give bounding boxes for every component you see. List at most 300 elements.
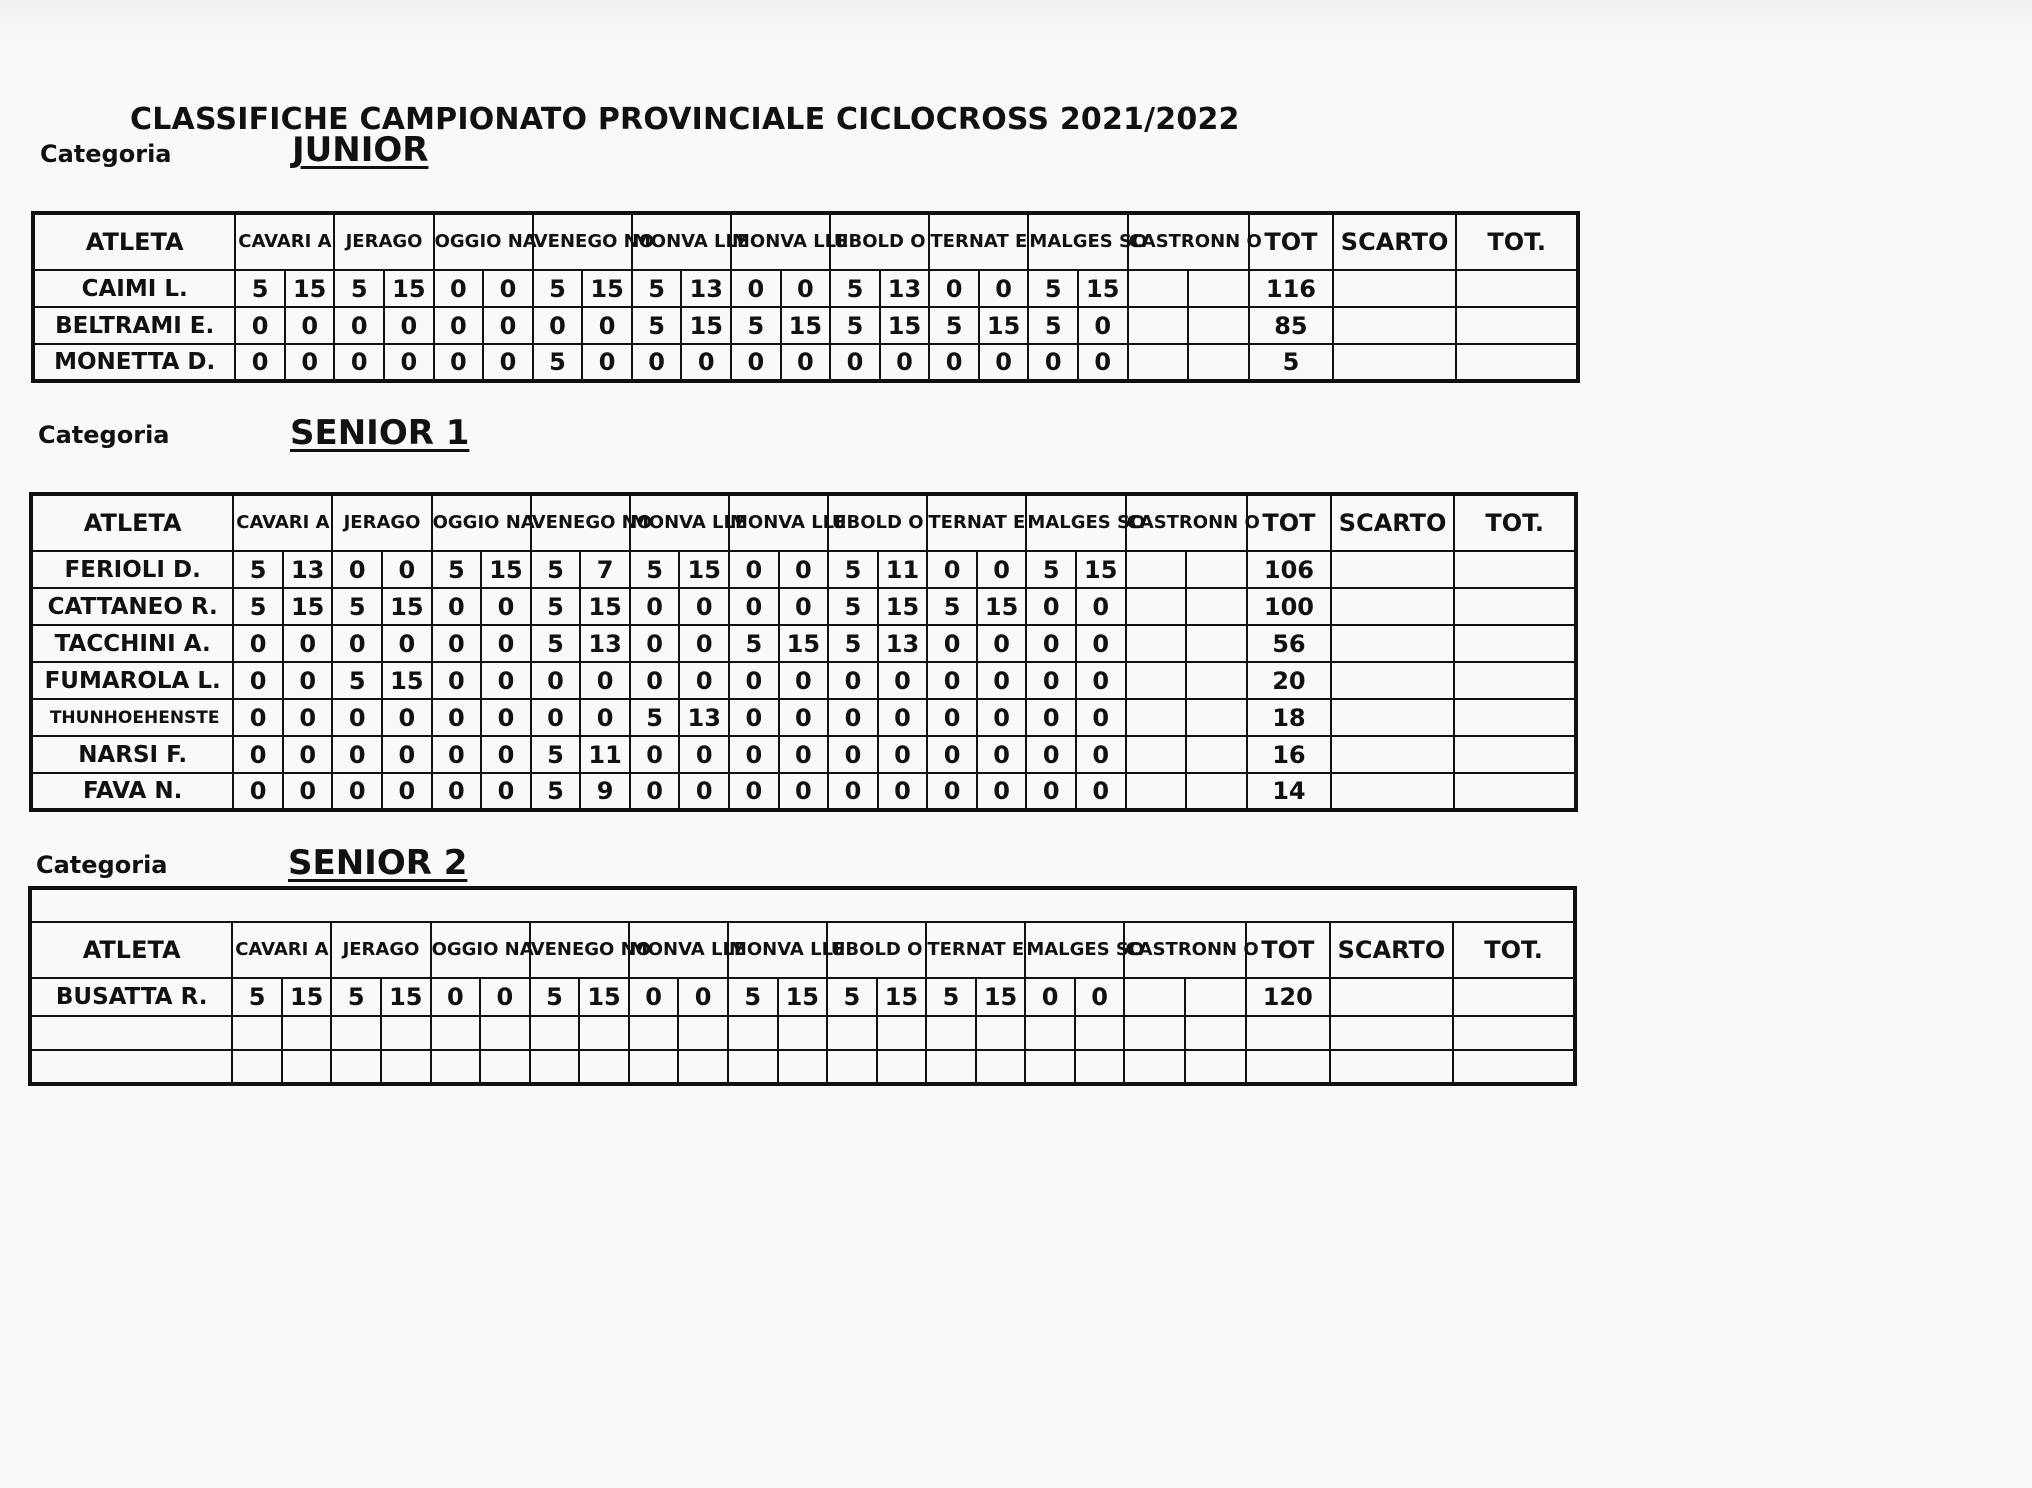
score-cell: 0 bbox=[332, 736, 382, 773]
score-cell: 15 bbox=[582, 270, 632, 307]
score-cell-empty bbox=[827, 1050, 877, 1084]
header-race: MALGES SO bbox=[1028, 213, 1127, 270]
scarto-cell bbox=[1331, 588, 1454, 625]
tot2-cell bbox=[1454, 551, 1576, 588]
score-cell: 0 bbox=[630, 773, 680, 810]
score-cell: 0 bbox=[483, 344, 533, 381]
score-cell: 5 bbox=[334, 270, 384, 307]
score-cell: 5 bbox=[1028, 270, 1078, 307]
tot2-cell bbox=[1454, 699, 1576, 736]
header-race: JERAGO bbox=[334, 213, 433, 270]
score-cell-empty bbox=[877, 1050, 927, 1084]
table-row bbox=[31, 662, 1576, 699]
score-cell: 13 bbox=[878, 625, 928, 662]
athlete-name: NARSI F. bbox=[31, 736, 233, 773]
score-cell-empty bbox=[381, 1050, 431, 1084]
score-cell: 13 bbox=[681, 270, 731, 307]
score-cell: 15 bbox=[1076, 551, 1126, 588]
spacer-row bbox=[30, 888, 1575, 922]
score-cell-empty bbox=[1185, 1050, 1246, 1084]
tot2-cell-empty bbox=[1453, 1050, 1575, 1084]
score-cell: 0 bbox=[729, 662, 779, 699]
score-cell bbox=[1186, 625, 1247, 662]
score-cell bbox=[1186, 736, 1247, 773]
score-cell: 0 bbox=[878, 662, 928, 699]
score-cell: 0 bbox=[432, 588, 482, 625]
category-label-junior: Categoria bbox=[40, 140, 172, 168]
score-cell: 13 bbox=[880, 270, 930, 307]
score-cell: 15 bbox=[282, 978, 332, 1016]
score-cell: 15 bbox=[781, 307, 831, 344]
athlete-name: CATTANEO R. bbox=[31, 588, 233, 625]
score-cell-empty bbox=[1124, 1016, 1185, 1050]
score-cell-empty bbox=[480, 1016, 530, 1050]
score-cell: 5 bbox=[927, 588, 977, 625]
score-cell: 5 bbox=[728, 978, 778, 1016]
score-cell: 0 bbox=[679, 736, 729, 773]
athlete-name: THUNHOEHENSTE bbox=[31, 699, 233, 736]
header-race: JERAGO bbox=[332, 494, 431, 551]
score-cell: 5 bbox=[827, 978, 877, 1016]
header-race: MONVA LLE bbox=[731, 213, 830, 270]
score-cell: 13 bbox=[580, 625, 630, 662]
header-atleta: ATLETA bbox=[33, 213, 235, 270]
score-cell bbox=[1188, 307, 1249, 344]
score-cell: 0 bbox=[679, 625, 729, 662]
header-row bbox=[30, 922, 1575, 978]
athlete-name: BUSATTA R. bbox=[30, 978, 232, 1016]
score-cell: 0 bbox=[382, 736, 432, 773]
score-cell: 5 bbox=[331, 978, 381, 1016]
score-cell: 0 bbox=[977, 736, 1027, 773]
total-cell: 116 bbox=[1249, 270, 1333, 307]
score-cell: 15 bbox=[679, 551, 729, 588]
tot2-cell bbox=[1456, 344, 1578, 381]
header-scarto: SCARTO bbox=[1331, 494, 1454, 551]
category-name-junior: JUNIOR bbox=[292, 130, 429, 170]
score-cell: 0 bbox=[1075, 978, 1125, 1016]
athlete-name: CAIMI L. bbox=[33, 270, 235, 307]
score-cell: 15 bbox=[481, 551, 531, 588]
header-race: CAVARI A bbox=[233, 494, 332, 551]
score-cell: 5 bbox=[332, 662, 382, 699]
header-tot: TOT bbox=[1249, 213, 1333, 270]
score-cell: 0 bbox=[283, 736, 333, 773]
score-cell bbox=[1188, 344, 1249, 381]
score-cell: 15 bbox=[382, 588, 432, 625]
score-cell: 0 bbox=[679, 662, 729, 699]
score-cell: 11 bbox=[878, 551, 928, 588]
score-cell: 13 bbox=[679, 699, 729, 736]
score-cell: 0 bbox=[1026, 773, 1076, 810]
header-race: OGGIO NA bbox=[431, 922, 530, 978]
score-cell: 13 bbox=[283, 551, 333, 588]
tot2-cell bbox=[1454, 625, 1576, 662]
score-cell bbox=[1186, 662, 1247, 699]
score-cell-empty bbox=[629, 1016, 679, 1050]
score-cell: 0 bbox=[779, 736, 829, 773]
score-cell-empty bbox=[778, 1016, 828, 1050]
score-cell: 0 bbox=[432, 699, 482, 736]
score-cell: 0 bbox=[233, 699, 283, 736]
header-race: MONVA LLE bbox=[632, 213, 731, 270]
score-cell: 0 bbox=[927, 699, 977, 736]
tot2-cell bbox=[1456, 307, 1578, 344]
score-cell: 0 bbox=[481, 588, 531, 625]
category-label-senior1: Categoria bbox=[38, 421, 170, 449]
page-title: CLASSIFICHE CAMPIONATO PROVINCIALE CICLOCROSS 2021/2022 bbox=[130, 102, 1240, 137]
score-cell: 0 bbox=[483, 270, 533, 307]
score-cell: 0 bbox=[533, 307, 583, 344]
scarto-cell bbox=[1331, 773, 1454, 810]
score-cell: 0 bbox=[977, 551, 1027, 588]
header-race: UBOLD O bbox=[827, 922, 926, 978]
header-atleta: ATLETA bbox=[31, 494, 233, 551]
header-race: TERNAT E bbox=[927, 494, 1026, 551]
score-cell: 0 bbox=[431, 978, 481, 1016]
score-cell: 0 bbox=[828, 773, 878, 810]
score-cell: 0 bbox=[432, 773, 482, 810]
score-cell-empty bbox=[530, 1016, 580, 1050]
score-cell: 15 bbox=[681, 307, 731, 344]
score-cell: 15 bbox=[579, 978, 629, 1016]
total-cell-empty bbox=[1246, 1016, 1330, 1050]
header-race: CAVARI A bbox=[235, 213, 334, 270]
score-cell: 0 bbox=[1026, 625, 1076, 662]
score-cell: 0 bbox=[927, 625, 977, 662]
score-cell: 5 bbox=[828, 551, 878, 588]
table-row bbox=[31, 625, 1576, 662]
score-cell: 0 bbox=[1076, 773, 1126, 810]
score-cell: 0 bbox=[1078, 344, 1128, 381]
score-cell bbox=[1186, 551, 1247, 588]
score-cell: 5 bbox=[232, 978, 282, 1016]
score-cell: 5 bbox=[533, 270, 583, 307]
score-cell: 0 bbox=[382, 551, 432, 588]
score-cell: 0 bbox=[927, 662, 977, 699]
score-cell: 0 bbox=[233, 625, 283, 662]
score-cell: 0 bbox=[629, 978, 679, 1016]
athlete-name: FERIOLI D. bbox=[31, 551, 233, 588]
header-race: UBOLD O bbox=[830, 213, 929, 270]
score-cell: 5 bbox=[533, 344, 583, 381]
score-cell: 0 bbox=[1026, 736, 1076, 773]
total-cell: 120 bbox=[1246, 978, 1330, 1016]
table-row bbox=[31, 736, 1576, 773]
total-cell-empty bbox=[1246, 1050, 1330, 1084]
total-cell: 85 bbox=[1249, 307, 1333, 344]
score-cell: 0 bbox=[283, 662, 333, 699]
score-cell: 0 bbox=[332, 625, 382, 662]
score-cell: 0 bbox=[334, 344, 384, 381]
score-cell: 0 bbox=[1028, 344, 1078, 381]
score-cell-empty bbox=[282, 1016, 332, 1050]
table-row bbox=[30, 978, 1575, 1016]
score-cell: 0 bbox=[729, 773, 779, 810]
score-cell: 0 bbox=[580, 662, 630, 699]
score-cell-empty bbox=[678, 1050, 728, 1084]
athlete-name-empty bbox=[30, 1016, 232, 1050]
score-cell-empty bbox=[629, 1050, 679, 1084]
athlete-name: FUMAROLA L. bbox=[31, 662, 233, 699]
tot2-cell bbox=[1456, 270, 1578, 307]
header-scarto: SCARTO bbox=[1333, 213, 1456, 270]
score-cell: 5 bbox=[233, 551, 283, 588]
score-cell: 5 bbox=[830, 307, 880, 344]
score-cell-empty bbox=[976, 1016, 1026, 1050]
score-cell: 0 bbox=[929, 270, 979, 307]
score-cell-empty bbox=[331, 1050, 381, 1084]
score-cell: 0 bbox=[283, 625, 333, 662]
score-cell: 11 bbox=[580, 736, 630, 773]
score-cell-empty bbox=[827, 1016, 877, 1050]
score-cell-empty bbox=[381, 1016, 431, 1050]
score-cell bbox=[1126, 625, 1187, 662]
scarto-cell bbox=[1331, 662, 1454, 699]
score-cell: 0 bbox=[334, 307, 384, 344]
score-cell: 5 bbox=[531, 736, 581, 773]
score-cell-empty bbox=[579, 1050, 629, 1084]
score-cell: 0 bbox=[434, 307, 484, 344]
score-cell: 0 bbox=[382, 625, 432, 662]
header-race: MONVA LLE bbox=[729, 494, 828, 551]
score-cell-empty bbox=[331, 1016, 381, 1050]
score-cell: 0 bbox=[828, 662, 878, 699]
scarto-cell bbox=[1331, 551, 1454, 588]
table-row bbox=[31, 773, 1576, 810]
header-race: MALGES SO bbox=[1026, 494, 1125, 551]
total-cell: 16 bbox=[1247, 736, 1331, 773]
total-cell: 14 bbox=[1247, 773, 1331, 810]
scarto-cell bbox=[1333, 344, 1456, 381]
score-cell: 0 bbox=[927, 551, 977, 588]
score-cell: 0 bbox=[1076, 662, 1126, 699]
score-cell: 0 bbox=[979, 270, 1029, 307]
score-cell: 0 bbox=[779, 773, 829, 810]
score-cell-empty bbox=[1075, 1050, 1125, 1084]
score-cell: 5 bbox=[630, 551, 680, 588]
score-cell-empty bbox=[431, 1050, 481, 1084]
table-row bbox=[31, 588, 1576, 625]
score-cell: 0 bbox=[679, 773, 729, 810]
score-cell: 15 bbox=[878, 588, 928, 625]
header-race: TERNAT E bbox=[929, 213, 1028, 270]
score-cell: 0 bbox=[235, 344, 285, 381]
header-tot2: TOT. bbox=[1454, 494, 1576, 551]
score-cell: 15 bbox=[283, 588, 333, 625]
score-cell: 0 bbox=[481, 736, 531, 773]
score-cell: 0 bbox=[582, 307, 632, 344]
score-cell: 0 bbox=[977, 699, 1027, 736]
page-top-edge bbox=[0, 0, 2032, 40]
score-cell: 0 bbox=[432, 662, 482, 699]
table-row bbox=[33, 307, 1578, 344]
score-cell: 15 bbox=[384, 270, 434, 307]
score-cell bbox=[1186, 588, 1247, 625]
score-cell: 0 bbox=[729, 551, 779, 588]
score-cell: 0 bbox=[480, 978, 530, 1016]
score-cell: 0 bbox=[779, 588, 829, 625]
score-cell: 0 bbox=[828, 699, 878, 736]
score-cell: 0 bbox=[434, 344, 484, 381]
score-cell: 0 bbox=[332, 773, 382, 810]
score-cell: 0 bbox=[1076, 736, 1126, 773]
score-cell: 0 bbox=[1026, 699, 1076, 736]
score-cell: 0 bbox=[929, 344, 979, 381]
score-cell: 5 bbox=[630, 699, 680, 736]
senior1-table bbox=[29, 492, 1578, 812]
score-cell: 0 bbox=[1026, 662, 1076, 699]
athlete-name: FAVA N. bbox=[31, 773, 233, 810]
score-cell: 0 bbox=[384, 344, 434, 381]
score-cell: 0 bbox=[779, 662, 829, 699]
score-cell: 0 bbox=[483, 307, 533, 344]
score-cell-empty bbox=[1025, 1016, 1075, 1050]
score-cell: 15 bbox=[580, 588, 630, 625]
scarto-cell-empty bbox=[1330, 1050, 1453, 1084]
score-cell bbox=[1126, 736, 1187, 773]
score-cell: 0 bbox=[1076, 625, 1126, 662]
score-cell: 0 bbox=[781, 270, 831, 307]
score-cell: 0 bbox=[630, 625, 680, 662]
header-race: OGGIO NA bbox=[434, 213, 533, 270]
score-cell: 0 bbox=[1076, 588, 1126, 625]
score-cell: 5 bbox=[531, 551, 581, 588]
score-cell-empty bbox=[579, 1016, 629, 1050]
score-cell-empty bbox=[728, 1050, 778, 1084]
score-cell: 0 bbox=[977, 662, 1027, 699]
score-cell-empty bbox=[232, 1050, 282, 1084]
header-race: VENEGO NO bbox=[533, 213, 632, 270]
score-cell-empty bbox=[1185, 1016, 1246, 1050]
score-cell: 0 bbox=[630, 588, 680, 625]
header-tot: TOT bbox=[1247, 494, 1331, 551]
score-cell: 9 bbox=[580, 773, 630, 810]
score-cell bbox=[1126, 773, 1187, 810]
header-tot2: TOT. bbox=[1456, 213, 1578, 270]
header-race: UBOLD O bbox=[828, 494, 927, 551]
score-cell: 0 bbox=[729, 588, 779, 625]
scarto-cell bbox=[1333, 270, 1456, 307]
score-cell-empty bbox=[431, 1016, 481, 1050]
score-cell: 0 bbox=[332, 551, 382, 588]
score-cell: 0 bbox=[332, 699, 382, 736]
score-cell: 15 bbox=[778, 978, 828, 1016]
scarto-cell bbox=[1331, 625, 1454, 662]
score-cell: 5 bbox=[632, 307, 682, 344]
score-cell: 5 bbox=[432, 551, 482, 588]
score-cell: 0 bbox=[432, 625, 482, 662]
score-cell: 0 bbox=[678, 978, 728, 1016]
tot2-cell bbox=[1454, 662, 1576, 699]
athlete-name: TACCHINI A. bbox=[31, 625, 233, 662]
score-cell: 0 bbox=[979, 344, 1029, 381]
header-race: MONVA LLE bbox=[630, 494, 729, 551]
header-tot: TOT bbox=[1246, 922, 1330, 978]
header-race: CASTRONN O bbox=[1126, 494, 1247, 551]
score-cell: 5 bbox=[632, 270, 682, 307]
header-race: CASTRONN O bbox=[1128, 213, 1249, 270]
score-cell: 5 bbox=[531, 588, 581, 625]
score-cell: 0 bbox=[731, 270, 781, 307]
score-cell: 0 bbox=[977, 625, 1027, 662]
score-cell: 0 bbox=[878, 736, 928, 773]
score-cell bbox=[1126, 662, 1187, 699]
score-cell: 5 bbox=[729, 625, 779, 662]
score-cell: 5 bbox=[531, 773, 581, 810]
score-cell: 0 bbox=[285, 307, 335, 344]
score-cell: 0 bbox=[481, 625, 531, 662]
table-row bbox=[31, 551, 1576, 588]
total-cell: 106 bbox=[1247, 551, 1331, 588]
spacer-cell bbox=[30, 888, 1575, 922]
score-cell-empty bbox=[678, 1016, 728, 1050]
scarto-cell-empty bbox=[1330, 1016, 1453, 1050]
total-cell: 18 bbox=[1247, 699, 1331, 736]
total-cell: 56 bbox=[1247, 625, 1331, 662]
score-cell-empty bbox=[282, 1050, 332, 1084]
category-name-senior2: SENIOR 2 bbox=[288, 843, 468, 883]
score-cell-empty bbox=[778, 1050, 828, 1084]
score-cell: 0 bbox=[927, 773, 977, 810]
score-cell: 0 bbox=[1026, 588, 1076, 625]
score-cell: 15 bbox=[1078, 270, 1128, 307]
score-cell: 0 bbox=[434, 270, 484, 307]
score-cell: 0 bbox=[1076, 699, 1126, 736]
score-cell: 15 bbox=[381, 978, 431, 1016]
score-cell: 5 bbox=[1028, 307, 1078, 344]
score-cell: 5 bbox=[731, 307, 781, 344]
senior2-table bbox=[28, 886, 1577, 1086]
score-cell-empty bbox=[232, 1016, 282, 1050]
score-cell-empty bbox=[1124, 1050, 1185, 1084]
score-cell: 5 bbox=[332, 588, 382, 625]
empty-row bbox=[30, 1016, 1575, 1050]
score-cell: 5 bbox=[828, 625, 878, 662]
score-cell: 0 bbox=[681, 344, 731, 381]
score-cell: 0 bbox=[630, 736, 680, 773]
empty-row bbox=[30, 1050, 1575, 1084]
score-cell: 0 bbox=[283, 773, 333, 810]
score-cell: 0 bbox=[729, 736, 779, 773]
score-cell: 0 bbox=[779, 699, 829, 736]
score-cell bbox=[1128, 270, 1189, 307]
score-cell: 5 bbox=[531, 625, 581, 662]
score-cell: 0 bbox=[729, 699, 779, 736]
score-cell bbox=[1128, 344, 1189, 381]
score-cell: 0 bbox=[781, 344, 831, 381]
tot2-cell bbox=[1454, 736, 1576, 773]
score-cell: 0 bbox=[233, 773, 283, 810]
score-cell bbox=[1126, 551, 1187, 588]
total-cell: 5 bbox=[1249, 344, 1333, 381]
score-cell: 0 bbox=[878, 699, 928, 736]
score-cell: 0 bbox=[830, 344, 880, 381]
scarto-cell bbox=[1330, 978, 1453, 1016]
score-cell-empty bbox=[976, 1050, 1026, 1084]
score-cell: 0 bbox=[283, 699, 333, 736]
score-cell: 0 bbox=[828, 736, 878, 773]
score-cell: 0 bbox=[531, 662, 581, 699]
table-row bbox=[33, 270, 1578, 307]
score-cell: 15 bbox=[779, 625, 829, 662]
category-label-senior2: Categoria bbox=[36, 851, 168, 879]
scarto-cell bbox=[1333, 307, 1456, 344]
header-race: MALGES SO bbox=[1025, 922, 1124, 978]
score-cell: 0 bbox=[235, 307, 285, 344]
score-cell: 5 bbox=[233, 588, 283, 625]
score-cell: 5 bbox=[530, 978, 580, 1016]
